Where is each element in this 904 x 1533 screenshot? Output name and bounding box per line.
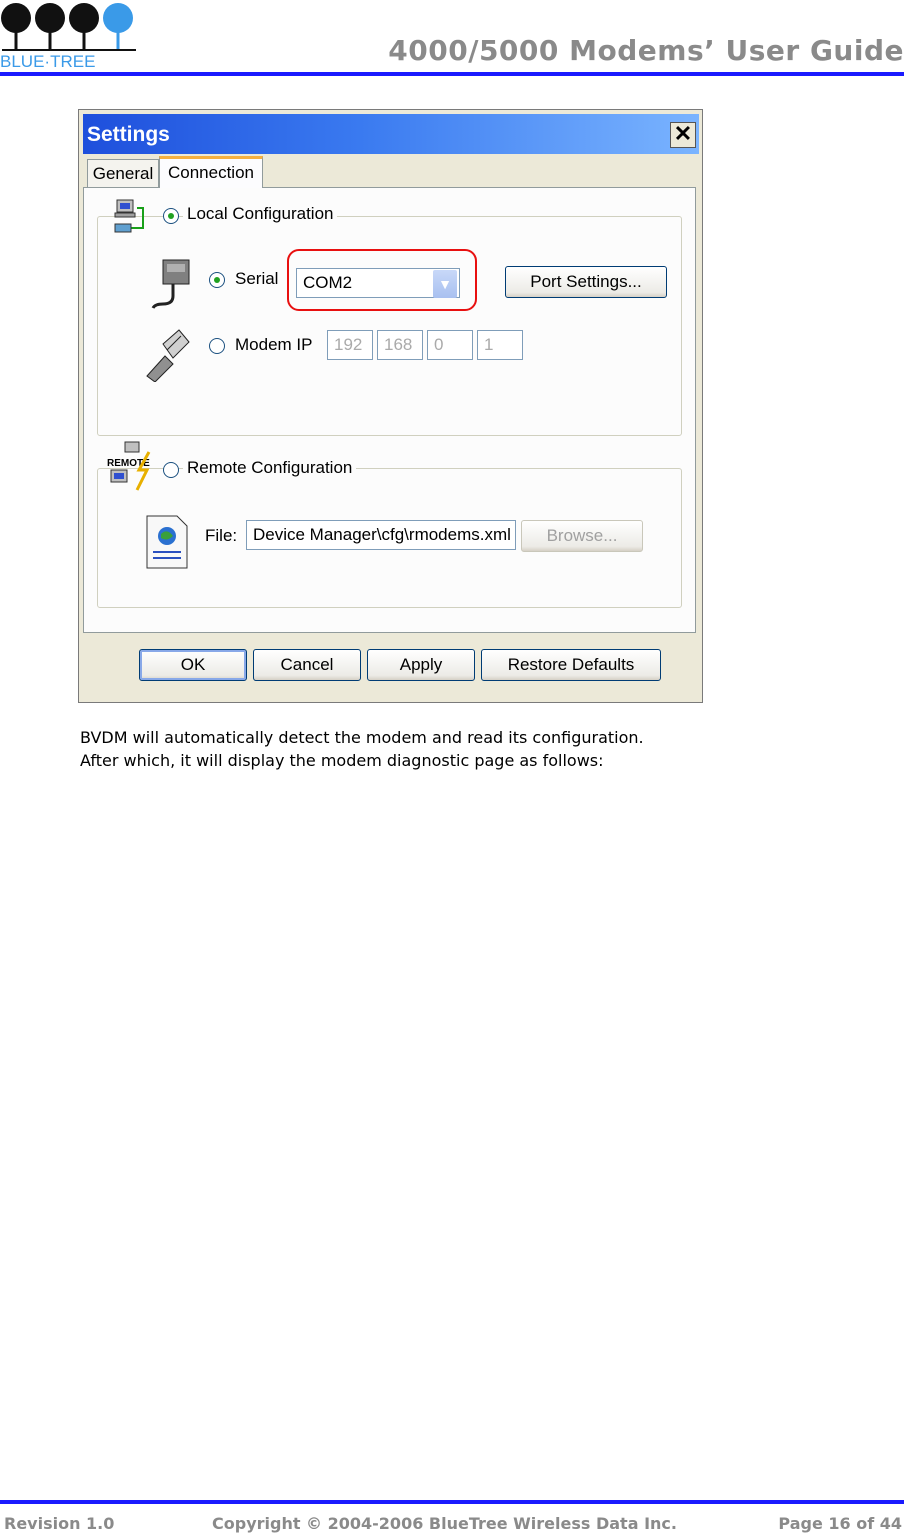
local-configuration-label: Local Configuration <box>183 204 337 224</box>
tree-logo-icon <box>0 0 140 70</box>
ip-octet-4-input[interactable]: 1 <box>477 330 523 360</box>
config-file-path-text: Device Manager\cfg\rmodems.xml <box>253 525 511 544</box>
local-computer-icon <box>107 198 147 238</box>
close-button[interactable] <box>670 122 696 148</box>
file-label: File: <box>205 526 238 545</box>
footer-page-number: Page 16 of 44 <box>778 1514 902 1533</box>
serial-connector-icon <box>149 256 193 312</box>
xml-file-icon <box>143 514 191 570</box>
svg-text:REMOTE: REMOTE <box>107 458 150 469</box>
footer-rule <box>0 1500 904 1504</box>
settings-dialog <box>78 109 703 703</box>
document-title: 4000/5000 Modems’ User Guide <box>388 34 904 67</box>
tab-connection[interactable]: Connection <box>159 156 263 188</box>
cancel-button[interactable]: Cancel <box>253 649 361 681</box>
body-paragraph-line-1: BVDM will automatically detect the modem and read its configuration. <box>80 728 644 747</box>
apply-button[interactable]: Apply <box>367 649 475 681</box>
restore-defaults-button[interactable]: Restore Defaults <box>481 649 661 681</box>
serial-label: Serial <box>235 269 279 288</box>
bluetree-logo <box>0 0 140 70</box>
footer-revision: Revision 1.0 <box>4 1514 115 1533</box>
ip-octet-3-input[interactable]: 0 <box>427 330 473 360</box>
footer-copyright: Copyright © 2004-2006 BlueTree Wireless Data Inc. <box>212 1514 677 1533</box>
port-settings-button[interactable]: Port Settings... <box>505 266 667 298</box>
close-icon: ✕ <box>673 121 693 146</box>
dialog-title: Settings <box>87 123 170 146</box>
browse-button[interactable]: Browse... <box>521 520 643 552</box>
ip-octet-2-input[interactable]: 168 <box>377 330 423 360</box>
body-paragraph-line-2: After which, it will display the modem diagnostic page as follows: <box>80 751 604 770</box>
ok-button[interactable]: OK <box>139 649 247 681</box>
remote-configuration-radio[interactable] <box>163 462 179 478</box>
chevron-down-icon[interactable]: ▼ <box>433 270 457 298</box>
serial-radio[interactable] <box>209 272 225 288</box>
remote-configuration-label: Remote Configuration <box>183 458 356 478</box>
tab-general[interactable]: General <box>87 159 159 187</box>
header-rule <box>0 72 904 76</box>
network-plug-icon <box>141 326 191 382</box>
ip-octet-1-input[interactable]: 192 <box>327 330 373 360</box>
dialog-titlebar <box>83 114 699 154</box>
modem-ip-radio[interactable] <box>209 338 225 354</box>
config-file-path-input[interactable] <box>246 520 516 550</box>
modem-ip-label: Modem IP <box>235 335 313 354</box>
serial-port-select[interactable]: COM2 <box>296 268 460 298</box>
svg-text:BLUE·TREE: BLUE·TREE <box>0 52 96 70</box>
remote-computer-icon <box>105 440 161 492</box>
local-configuration-radio[interactable] <box>163 208 179 224</box>
